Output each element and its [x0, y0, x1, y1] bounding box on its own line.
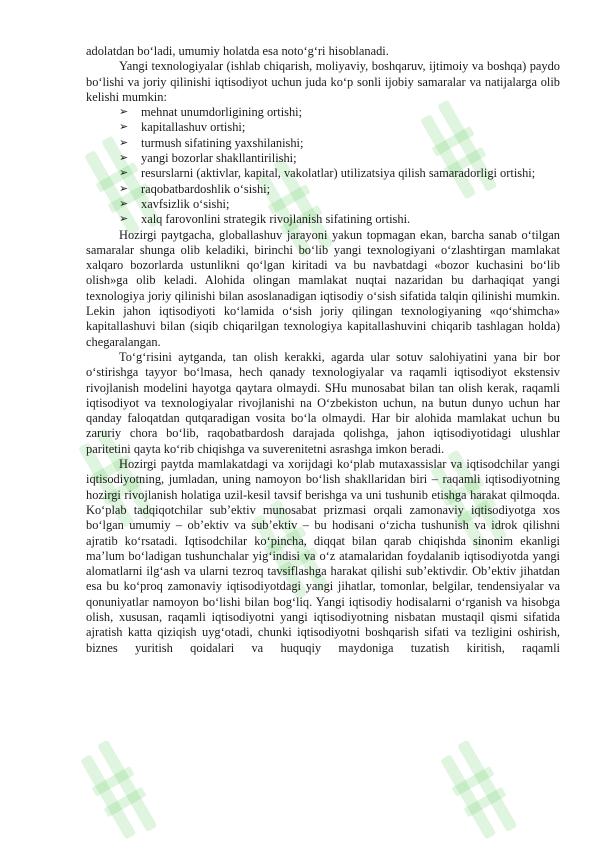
document-page: [86, 44, 560, 656]
bullet-arrow-icon: ➢: [119, 167, 129, 180]
list-item: ➢ resurslarni (aktivlar, kapital, vakolatlar) utilizatsiya qilish samaradorligi ortishi;: [119, 166, 536, 181]
bullet-arrow-icon: ➢: [119, 121, 129, 134]
bullet-arrow-icon: ➢: [119, 182, 129, 195]
bullet-arrow-icon: ➢: [119, 136, 129, 149]
list-item: ➢ xalq farovonlini strategik rivojlanish sifatining ortishi.: [119, 212, 411, 227]
list-item: ➢ raqobatbardoshlik o‘sishi;: [119, 181, 271, 196]
list-item: ➢ turmush sifatining yaxshilanishi;: [119, 135, 304, 150]
bullet-arrow-icon: ➢: [119, 152, 129, 165]
list-item: ➢ mehnat unumdorligining ortishi;: [119, 105, 303, 120]
list-item: ➢ yangi bozorlar shakllantirilishi;: [119, 151, 297, 166]
bullet-list-2: [86, 182, 560, 228]
list-item: ➢ kapitallashuv ortishi;: [119, 120, 246, 135]
paragraph-2: Hozirgi paytgacha, globallashuv jarayoni yakun topmagan ekan, barcha sanab o‘tilgan samaralar shunga olib keladiki, birinchi bo‘lib yangi texnologiyani o‘zlashtirgan mamlakat xalqaro bozorlarda ustunlikni qo‘lgan kiritadi va bu navbatdagi «bozor kuchasini bo‘lib olish»ga olib keladi. Alohida olingan mamlakat nuqtai nazaridan bu darhaqiqat yangi texnologiya joriy qilinishi bilan asoslanadigan iqtisodiy o‘sish sifatida talqin qilinishi mumkin. Lekin jahon iqtisodiyoti ko‘lamida o‘sish joriy qilingan texnologiyaning «qo‘shimcha» kapitallashuvi bilan (siqib chiqarilgan texnologiya kapitallashuvini chiqarib tashlagan holda) chegaralangan.: [86, 227, 560, 349]
paragraph-1: Yangi texnologiyalar (ishlab chiqarish, moliyaviy, boshqaruv, ijtimoiy va boshqa) paydo bo‘lishi va joriy qilinishi iqtisodiyot uchun juda ko‘p sonli ijobiy samaralar va natijalarga olib kelishi mumkin:: [86, 59, 560, 104]
bullet-arrow-icon: ➢: [119, 106, 129, 119]
bullet-arrow-icon: ➢: [119, 213, 129, 226]
paragraph-4: Hozirgi paytda mamlakatdagi va xorijdagi ko‘plab mutaxassislar va iqtisodchilar yangi iqtisodiyotning, jumladan, uning namoyon bo‘lish shakllaridan biri – raqamli iqtisodiyotning hozirgi rivojlanish holatiga uzil-kesil tavsif berishga va uni tushunib etishga harakat qilmoqda. Ko‘plab tadqiqotchilar sub’ektiv munosabat prizmasi orqali zamonaviy iqtisodiyotga xos bo‘lgan umumiy – ob’ektiv va sub’ektiv – bu hodisani o‘zicha tushunish va idrok qilishni ajratib ko‘rsatadi. Iqtisodchilar ko‘pincha, diqqat bilan qarab chiqishda sinonim ekanligi ma’lum bo‘ladigan tushunchalar yig‘indisi va o‘z atamalaridan foydalanib iqtisodiyotda yangi alomatlarni ilg‘ash va ularni tezroq tavsiflashga harakat qilishi sub’ektivdir. Ob’ektiv jihatdan esa bu ko‘proq zamonaviy iqtisodiyotdagi yangi jihatlar, tomonlar, belgilar, tendensiyalar va qonuniyatlar namoyon bo‘lishi bilan bog‘liq. Yangi iqtisodiy hodisalarni o‘rganish va hisobga olish, xususan, raqamli iqtisodiyotni yangi iqtisodiyotning nisbatan mustaqil qismi sifatida ajratish katta qiziqish uyg‘otadi, chunki iqtisodiyotni boshqarish sifati va tezligini oshirish, biznes yuritish qoidalari va huquqiy maydoniga tuzatish kiritish, raqamli: [86, 457, 560, 655]
paragraph-3: To‘g‘risini aytganda, tan olish kerakki, agarda ular sotuv salohiyatini yana bir bor o‘stirishga tayyor bo‘lmasa, hech qanady texnologiyalar va raqamli iqtisodiyot ekstensiv rivojlanish modelini hayotga qaytara olmaydi. SHu munosabat bilan tan olish kerak, raqamli iqtisodiyot va texnologiyalar rivojlanishi na O‘zbekiston uchun, na butun dunyo uchun har qanday faloqatdan qutqaradigan vosita bo‘la olmaydi. Har bir alohida mamlakat uchun bu zaruriy chora bo‘lib, raqobatbardosh darajada qolishga, jahon iqtisodiyotidagi ulushlar paritetini qayta ko‘rib chiqishga va suverenitetni asrashga imkon beradi.: [86, 349, 560, 456]
bullet-list-1: [86, 105, 560, 181]
paragraph-0: adolatdan bo‘ladi, umumiy holatda esa noto‘g‘ri hisoblanadi.: [86, 44, 389, 58]
bullet-arrow-icon: ➢: [119, 197, 129, 210]
list-item: ➢ xavfsizlik o‘sishi;: [119, 196, 230, 211]
